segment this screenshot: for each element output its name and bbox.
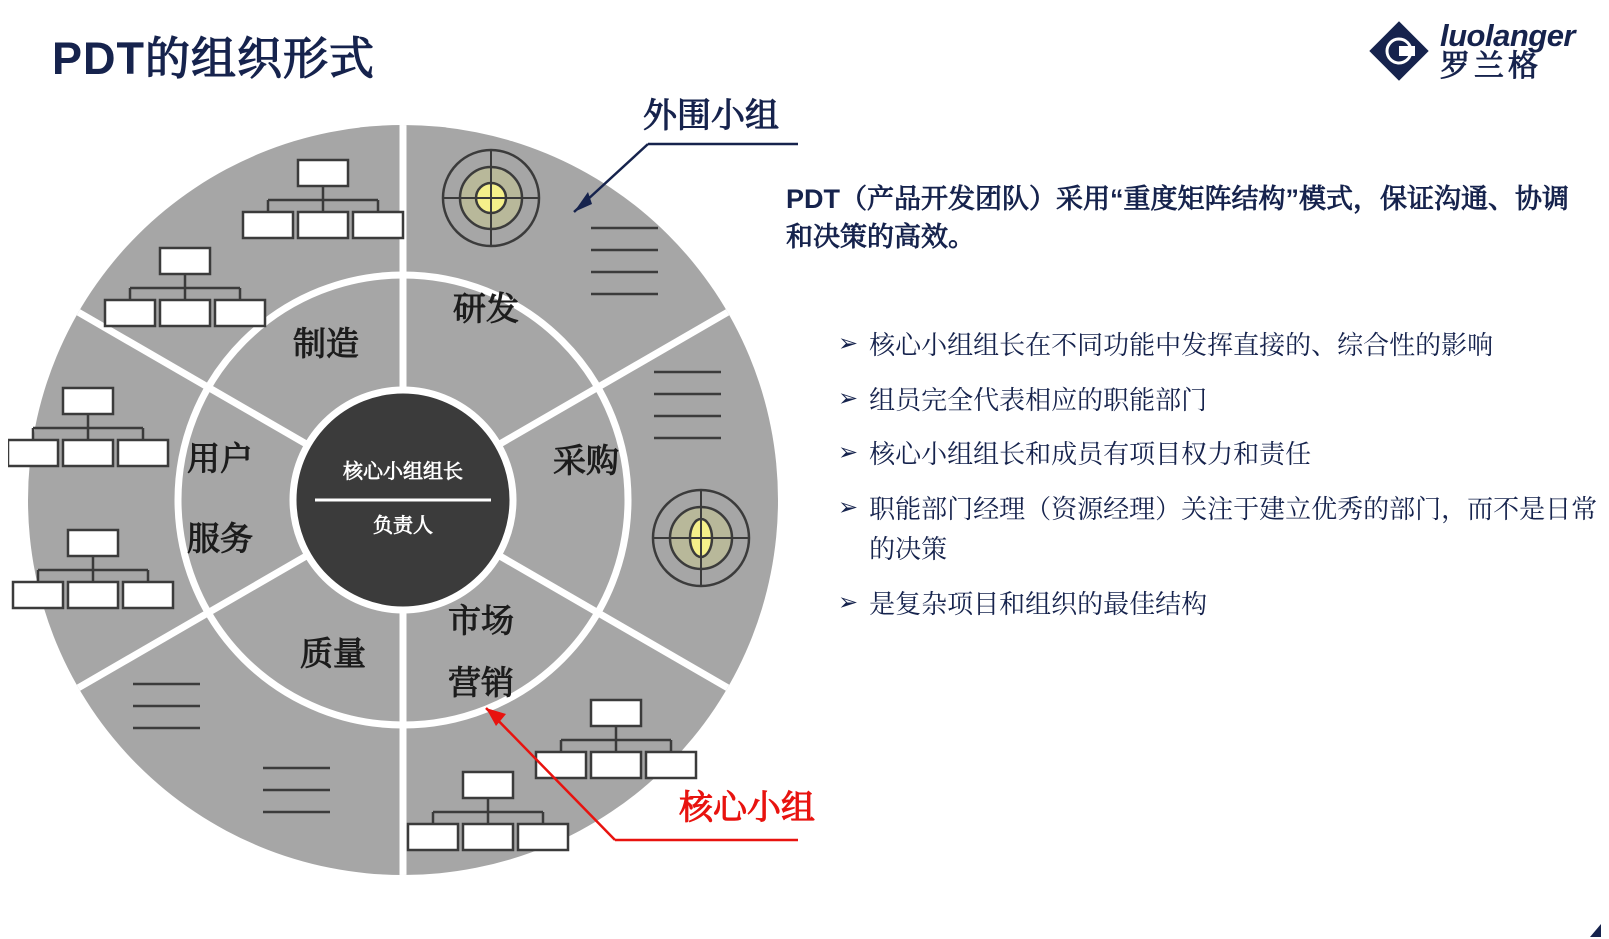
brand-name-cn: 罗兰格	[1439, 49, 1542, 83]
page-title: PDT的组织形式	[52, 33, 376, 84]
callout-outer-group-label: 外围小组	[643, 97, 779, 135]
bullet-marker-icon: ➢	[838, 439, 859, 467]
bullet-list	[838, 325, 1608, 638]
corner-triangle-icon	[1590, 924, 1601, 937]
diamond-logo-icon	[1368, 20, 1430, 82]
list-item	[838, 434, 1608, 475]
bullet-marker-icon: ➢	[838, 588, 859, 616]
inner-ring-label-rd: 研发	[453, 290, 519, 327]
target-icon-right	[653, 490, 749, 586]
list-item	[838, 325, 1608, 366]
bullet-marker-icon: ➢	[838, 330, 859, 357]
inner-ring-label-manufacturing: 制造	[293, 325, 359, 362]
brand-logo	[1368, 20, 1575, 82]
list-item	[838, 380, 1608, 421]
inner-ring-label-quality: 质量	[300, 635, 366, 672]
inner-ring-label-marketing-1: 市场	[448, 602, 514, 639]
brand-name-en: luolanger	[1439, 18, 1575, 53]
list-item-label: 核心小组组长和成员有项目权力和责任	[869, 439, 1312, 470]
list-item	[838, 584, 1608, 625]
inner-ring-label-purchase: 采购	[553, 442, 619, 479]
bullet-marker-icon: ➢	[838, 493, 859, 521]
list-item-label: 是复杂项目和组织的最佳结构	[869, 588, 1208, 619]
core-label-line2: 负责人	[373, 515, 433, 537]
target-icon-top	[443, 150, 539, 246]
inner-ring-label-service-1: 用户	[187, 440, 253, 477]
callout-core-group-label: 核心小组	[679, 789, 815, 827]
inner-ring-label-service-2: 服务	[187, 520, 253, 557]
core-label-line1: 核心小组组长	[343, 461, 463, 483]
bullet-marker-icon: ➢	[838, 384, 859, 412]
list-item-label: 组员完全代表相应的职能部门	[869, 384, 1208, 415]
list-item-label: 职能部门经理（资源经理）关注于建立优秀的部门，而不是日常的决策	[869, 493, 1598, 565]
list-item	[838, 489, 1608, 570]
list-item-label: 核心小组组长在不同功能中发挥直接的、综合性的影响	[869, 330, 1494, 360]
summary-text: PDT（产品开发团队）采用“重度矩阵结构”模式，保证沟通、协调和决策的高效。	[786, 184, 1569, 253]
inner-ring-label-marketing-2: 营销	[448, 664, 514, 701]
